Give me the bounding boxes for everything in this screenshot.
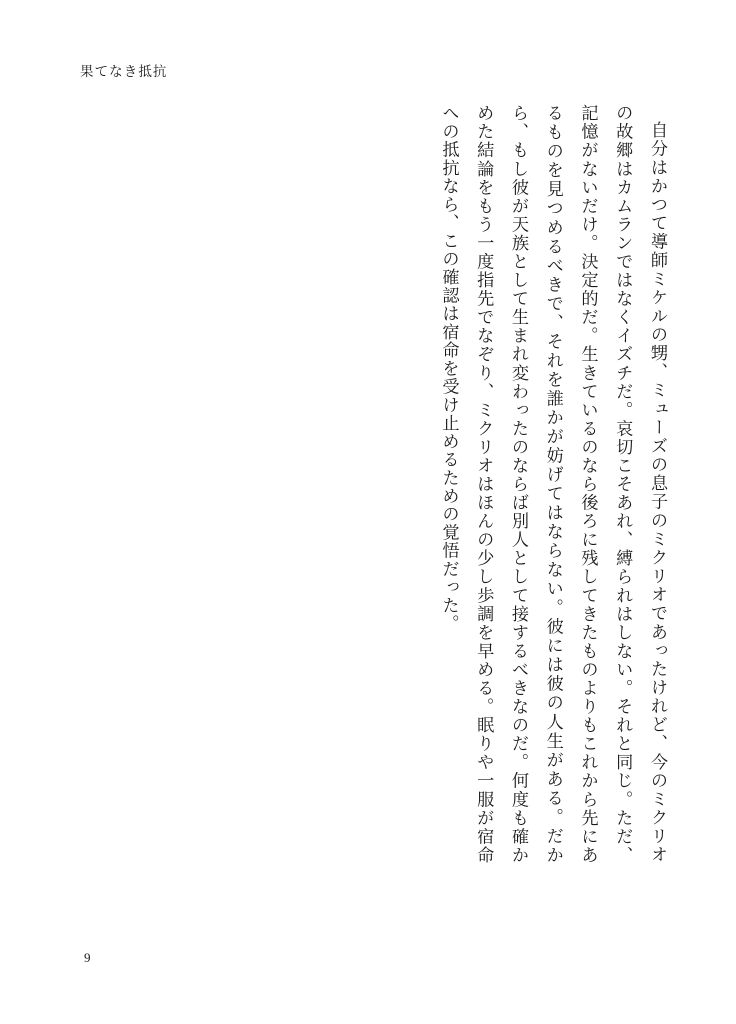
running-head: 果てなき抵抗 xyxy=(80,64,168,79)
body-text-block xyxy=(334,104,674,864)
body-paragraph: 自分はかつて導師ミケルの甥、ミューズの息子のミクリオであったけれど、今のミクリオの故郷はカムランではなくイズチだ。哀切こそあれ、縛られはしない。それと同じ。ただ、記憶がないだけ。決定的だ。生きているのなら後ろに残してきたものよりもこれから先にあるものを見つめるべきで、それを誰かが妨げてはならない。彼には彼の人生がある。だから、もし彼が天族として生まれ変わったのならば別人として接するべきなのだ。何度も確かめた結論をもう一度指先でなぞり、ミクリオはほんの少し歩調を早める。眠りや一服が宿命への抵抗なら、この確認は宿命を受け止めるための覚悟だった。 xyxy=(439,104,667,864)
page-number: 9 xyxy=(84,950,91,965)
